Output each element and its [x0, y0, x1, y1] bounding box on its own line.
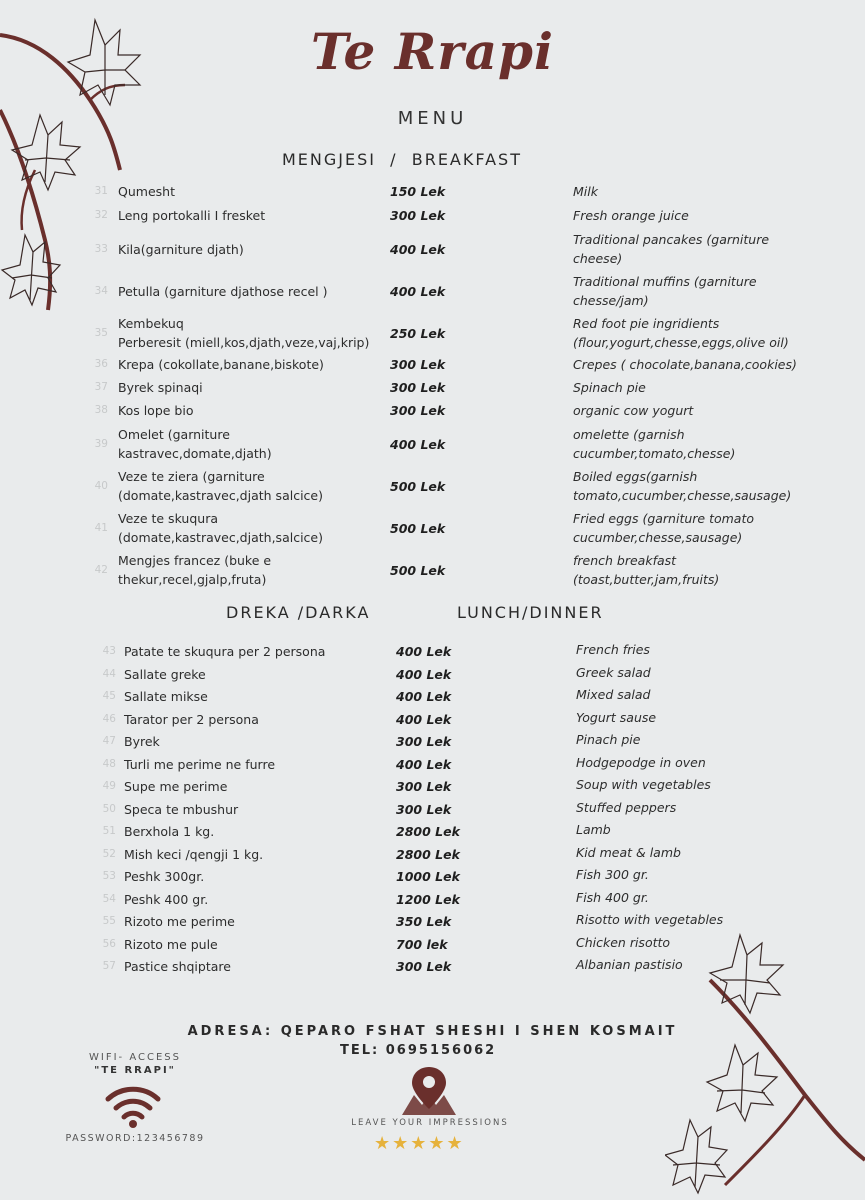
map-pin-icon: [398, 1065, 460, 1117]
menu-item: [0, 890, 865, 909]
item-price: 1200 Lek: [396, 891, 460, 907]
wifi-access-label: WIFI- ACCESS: [89, 1052, 181, 1063]
item-price: 300 Lek: [390, 403, 446, 418]
item-name-line: Petulla (garniture djathose recel ): [118, 283, 328, 299]
item-english: French fries: [576, 642, 650, 657]
item-name: [118, 240, 244, 259]
item-name-line: Leng portokalli I fresket: [118, 208, 266, 223]
item-name-line: thekur,recel,gjalp,fruta): [118, 572, 267, 587]
item-name: Tarator per 2 persona: [124, 711, 259, 727]
item-english-line: tomato,cucumber,chesse,sausage): [573, 488, 792, 503]
item-english-line: organic cow yogurt: [573, 403, 694, 418]
item-name: Sallate greke: [124, 666, 206, 682]
item-name: Peshk 400 gr.: [124, 891, 209, 907]
item-price: 400 Lek: [390, 241, 446, 257]
item-english-line: Traditional muffins (garniture: [573, 274, 757, 289]
item-price: 500 Lek: [390, 562, 446, 578]
item-english-line: omelette (garnish: [573, 427, 685, 442]
item-english: Lamb: [576, 822, 611, 837]
lunch-section-title-left: DREKA /DARKA: [226, 603, 371, 622]
item-english-line: Red foot pie ingridients: [573, 316, 720, 331]
item-english-line: Fried eggs (garniture tomato: [573, 511, 755, 526]
item-name: [118, 425, 272, 463]
item-number: 54: [102, 892, 116, 905]
wifi-password: PASSWORD:123456789: [65, 1133, 205, 1144]
menu-item: [0, 206, 865, 225]
item-name-line: Veze te ziera (garniture: [118, 469, 265, 484]
menu-item: [0, 182, 865, 201]
item-english: [573, 272, 757, 310]
item-name-line: Veze te skuqura: [118, 511, 219, 526]
item-english: Fish 300 gr.: [576, 867, 649, 882]
item-name-line: Omelet (garniture: [118, 427, 230, 442]
item-name-line: Kembekuq: [118, 316, 184, 331]
item-english-line: Fresh orange juice: [573, 208, 689, 223]
item-number: 43: [102, 645, 116, 657]
breakfast-section-title: MENGJESI / BREAKFAST: [282, 150, 522, 169]
item-number: 45: [102, 690, 116, 702]
item-number: 44: [102, 667, 116, 680]
item-price: 500 Lek: [390, 520, 446, 536]
item-name: Rizoto me pule: [124, 936, 218, 952]
item-english: Stuffed peppers: [576, 799, 677, 815]
item-english: [573, 467, 791, 505]
item-name: Pastice shqiptare: [124, 959, 231, 974]
item-name: Patate te skuqura per 2 persona: [124, 644, 326, 659]
menu-item: [0, 912, 865, 931]
item-price: 700 lek: [396, 936, 448, 952]
telephone: TEL: 0695156062: [340, 1043, 497, 1058]
item-english: [573, 401, 693, 420]
item-price: 400 Lek: [396, 666, 452, 682]
item-english-line: Spinach pie: [573, 380, 646, 395]
item-number: 34: [94, 284, 108, 297]
item-name: [118, 182, 175, 201]
item-english: [573, 182, 598, 201]
menu-item: [0, 822, 865, 841]
item-price: 300 Lek: [396, 779, 452, 794]
item-number: 46: [102, 712, 116, 725]
item-name: [118, 282, 327, 301]
menu-item: [0, 314, 865, 352]
item-price: 400 Lek: [396, 689, 452, 704]
menu-item: [0, 230, 865, 268]
item-name: [118, 206, 265, 225]
item-name: Sallate mikse: [124, 689, 208, 704]
item-number: 40: [94, 479, 108, 492]
item-english: [573, 355, 797, 374]
menu-item: [0, 551, 865, 589]
item-price: 350 Lek: [396, 914, 452, 929]
menu-item: [0, 845, 865, 864]
item-english: Hodgepodge in oven: [576, 754, 706, 770]
item-name-line: Perberesit (miell,kos,djath,veze,vaj,krip): [118, 335, 370, 350]
item-name: Byrek: [124, 734, 160, 749]
item-name: Speca te mbushur: [124, 801, 239, 817]
item-english-line: Boiled eggs(garnish: [573, 469, 698, 484]
item-name: [118, 355, 324, 374]
item-price: 400 Lek: [396, 711, 452, 727]
item-number: 32: [94, 209, 108, 221]
item-name-line: (domate,kastravec,djath,salcice): [118, 530, 323, 545]
item-english: Yogurt sause: [576, 709, 657, 725]
item-name-line: Qumesht: [118, 184, 175, 199]
item-name-line: Kos lope bio: [118, 403, 194, 418]
item-name: Turli me perime ne furre: [124, 756, 276, 772]
item-english: [573, 206, 689, 225]
lunch-section-title-right: LUNCH/DINNER: [457, 603, 604, 622]
item-english-line: (toast,butter,jam,fruits): [573, 572, 720, 587]
item-english: [573, 551, 719, 589]
item-number: 50: [102, 802, 116, 815]
item-name: [118, 378, 203, 397]
item-english: Fish 400 gr.: [576, 889, 649, 905]
item-number: 39: [94, 437, 108, 450]
item-name-line: Byrek spinaqi: [118, 380, 203, 395]
menu-item: [0, 710, 865, 729]
menu-item: [0, 467, 865, 505]
menu-item: [0, 425, 865, 463]
item-english: Greek salad: [576, 664, 651, 680]
item-price: 500 Lek: [390, 478, 446, 494]
menu-item: [0, 777, 865, 796]
item-name: Berxhola 1 kg.: [124, 824, 215, 839]
menu-item: [0, 867, 865, 886]
item-english-line: Traditional pancakes (garniture: [573, 232, 770, 247]
menu-item: [0, 800, 865, 819]
item-name: [118, 509, 323, 547]
item-english-line: Milk: [573, 184, 598, 199]
item-english-line: (flour,yogurt,chesse,eggs,olive oil): [573, 335, 789, 350]
item-name: [118, 467, 323, 505]
item-english: Risotto with vegetables: [576, 912, 724, 927]
menu-item: [0, 755, 865, 774]
item-number: 38: [94, 404, 108, 416]
item-number: 48: [102, 757, 116, 770]
item-name-line: Mengjes francez (buke e: [118, 553, 272, 568]
star-rating[interactable]: ★★★★★: [374, 1133, 465, 1154]
item-english-line: cucumber,tomato,chesse): [573, 446, 736, 461]
address: ADRESA: QEPARO FSHAT SHESHI I SHEN KOSMAIT: [187, 1024, 678, 1039]
item-english: Pinach pie: [576, 732, 641, 747]
item-english-line: french breakfast: [573, 553, 677, 568]
item-price: 400 Lek: [396, 756, 452, 772]
item-price: 400 Lek: [396, 644, 452, 659]
wifi-network-name: "TE RRAPI": [94, 1065, 176, 1076]
wifi-icon: [104, 1083, 162, 1129]
item-number: 49: [102, 780, 116, 792]
item-number: 31: [94, 185, 108, 197]
item-english: Kid meat & lamb: [576, 844, 681, 860]
menu-item: [0, 272, 865, 310]
item-number: 56: [102, 937, 116, 950]
item-number: 33: [94, 242, 108, 255]
menu-item: [0, 355, 865, 374]
item-name-line: kastravec,domate,djath): [118, 446, 272, 461]
menu-item: [0, 378, 865, 397]
item-number: 42: [94, 563, 108, 576]
item-price: 150 Lek: [390, 184, 446, 199]
item-english: [573, 314, 789, 352]
item-price: 400 Lek: [390, 436, 446, 452]
item-name: [118, 401, 193, 420]
item-number: 53: [102, 870, 116, 882]
menu-item: [0, 732, 865, 751]
item-price: 300 Lek: [390, 208, 446, 223]
item-price: 2800 Lek: [396, 824, 460, 839]
item-english: Soup with vegetables: [576, 777, 711, 792]
item-name: [118, 314, 369, 352]
item-english: [573, 425, 735, 463]
item-price: 250 Lek: [390, 325, 446, 341]
item-number: 35: [94, 326, 108, 339]
item-number: 52: [102, 847, 116, 860]
item-number: 37: [94, 381, 108, 393]
item-number: 47: [102, 735, 116, 747]
item-english: [573, 230, 769, 268]
item-price: 400 Lek: [390, 283, 446, 299]
menu-item: [0, 509, 865, 547]
item-english-line: cucumber,chesse,sausage): [573, 530, 743, 545]
leave-impressions-label: LEAVE YOUR IMPRESSIONS: [351, 1118, 509, 1128]
menu-subtitle: MENU: [397, 108, 468, 129]
restaurant-title: Te Rrapi: [311, 22, 554, 81]
item-price: 1000 Lek: [396, 869, 460, 884]
item-price: 300 Lek: [396, 959, 452, 974]
item-name: Rizoto me perime: [124, 914, 235, 929]
item-price: 300 Lek: [396, 734, 452, 749]
item-name: Supe me perime: [124, 779, 228, 794]
menu-item: [0, 935, 865, 954]
item-english: Albanian pastisio: [576, 957, 683, 972]
item-english: [573, 509, 754, 547]
item-name: Mish keci /qengji 1 kg.: [124, 846, 264, 862]
item-name-line: (domate,kastravec,djath salcice): [118, 488, 323, 503]
item-price: 300 Lek: [390, 357, 446, 372]
menu-item: [0, 642, 865, 661]
item-english-line: cheese): [573, 251, 623, 266]
item-number: 41: [94, 521, 108, 534]
item-english-line: Crepes ( chocolate,banana,cookies): [573, 357, 797, 372]
item-price: 2800 Lek: [396, 846, 460, 862]
item-number: 51: [102, 825, 116, 837]
item-name: Peshk 300gr.: [124, 869, 205, 884]
item-price: 300 Lek: [396, 801, 452, 817]
item-name-line: Kila(garniture djath): [118, 241, 244, 257]
item-name: [118, 551, 271, 589]
menu-item: [0, 401, 865, 420]
item-number: 55: [102, 915, 116, 927]
item-number: 57: [102, 960, 116, 972]
item-price: 300 Lek: [390, 380, 446, 395]
menu-item: [0, 687, 865, 706]
item-number: 36: [94, 358, 108, 370]
item-english: Mixed salad: [576, 687, 651, 702]
menu-item: [0, 957, 865, 976]
item-english: Chicken risotto: [576, 934, 671, 950]
item-english: [573, 378, 646, 397]
menu-item: [0, 665, 865, 684]
item-english-line: chesse/jam): [573, 293, 649, 308]
item-name-line: Krepa (cokollate,banane,biskote): [118, 357, 324, 372]
